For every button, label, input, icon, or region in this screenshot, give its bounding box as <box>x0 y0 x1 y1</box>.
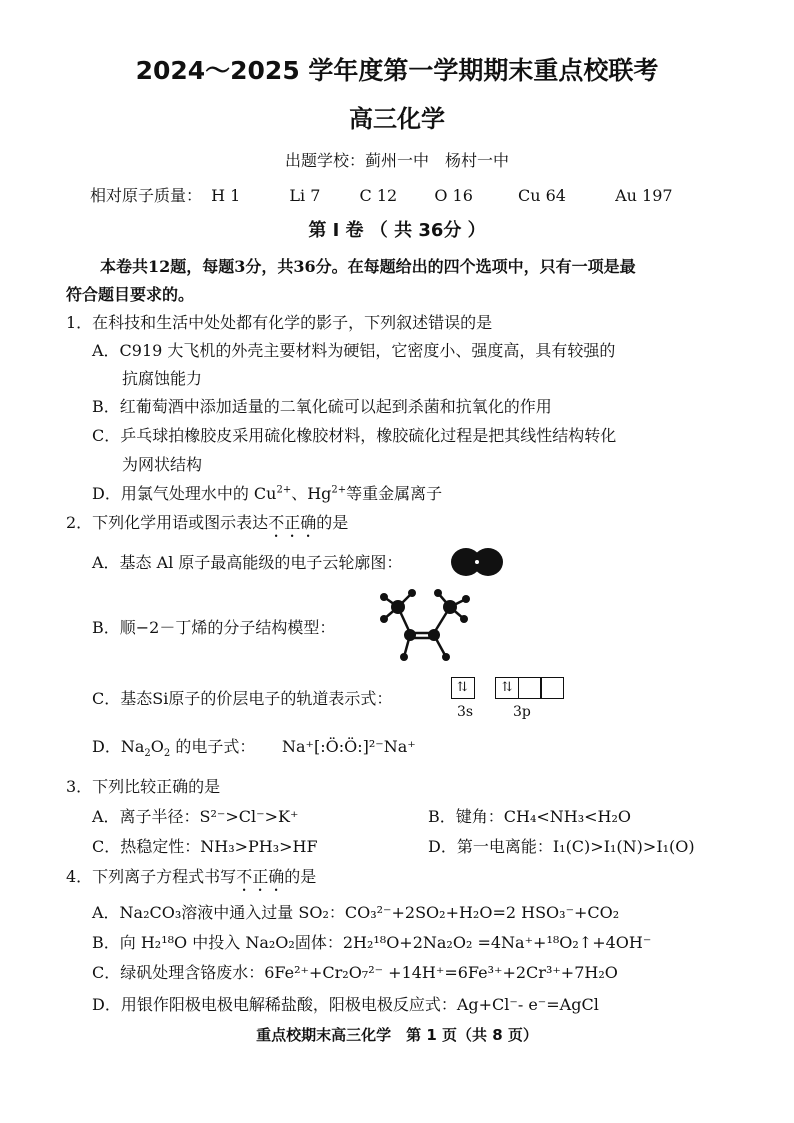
q1-option-b: B．红葡萄酒中添加适量的二氧化硫可以起到杀菌和抗氧化的作用 <box>92 397 552 416</box>
mass-c: C 12 <box>359 186 398 205</box>
schools-line: 出题学校：蓟州一中 杨村一中 <box>284 151 509 170</box>
orbital-3s-box: ⇅ <box>451 677 475 699</box>
q1-option-d: D．用氯气处理水中的 $Cu^{2+}$、$Hg^{2+}$等重金属离子 <box>92 484 443 503</box>
mass-cu: Cu 64 <box>517 186 566 205</box>
q4-option-c: C．绿矾处理含铬废水：6Fe²⁺+Cr₂O₇²⁻ +14H⁺=6Fe³⁺+2Cr³⁺+7H₂O <box>92 963 618 982</box>
instructions-line-1: 本卷共12题，每题3分，共36分。在每题给出的四个选项中，只有一项是最 <box>100 257 636 276</box>
q1-option-c: C．乒乓球拍橡胶皮采用硫化橡胶材料，橡胶硫化过程是把其线性结构转化 <box>92 426 617 445</box>
orbital-3p-box-1: ⇅ <box>495 677 519 699</box>
cis-2-butene-model-icon <box>370 585 490 665</box>
page-footer: 重点校期末高三化学 第 1 页（共 8 页） <box>256 1026 538 1044</box>
mass-au: Au 197 <box>615 186 673 205</box>
q3-stem: 3．下列比较正确的是 <box>66 777 221 796</box>
subject-title: 高三化学 <box>349 105 445 133</box>
q2-stem: 2．下列化学用语或图示表达不正确的是 <box>66 513 349 532</box>
mass-label: 相对原子质量： <box>90 186 203 205</box>
q3-option-c: C．热稳定性：NH₃>PH₃>HF <box>92 837 318 856</box>
p-orbital-lobes-icon <box>450 546 506 578</box>
orbital-3p-box-3 <box>540 677 564 699</box>
q4-option-d: D．用银作阳极电极电解稀盐酸，阳极电极反应式：Ag+Cl⁻- e⁻=AgCl <box>92 995 599 1014</box>
q3-option-d: D．第一电离能：I₁(C)>I₁(N)>I₁(O) <box>428 837 695 856</box>
exam-title: 2024～2025 学年度第一学期期末重点校联考 <box>135 56 659 85</box>
q1-stem: 1．在科技和生活中处处都有化学的影子，下列叙述错误的是 <box>66 313 493 332</box>
q2-option-d: D．$Na_2O_2$ 的电子式： <box>92 737 256 760</box>
orbital-diagram <box>452 677 564 699</box>
mass-o: O 16 <box>434 186 473 205</box>
q1-option-a-cont: 抗腐蚀能力 <box>122 369 203 388</box>
q1-option-a: A．C919 大飞机的外壳主要材料为硬铝，它密度小、强度高，具有较强的 <box>92 341 616 360</box>
mass-h: H 1 <box>211 186 241 205</box>
q2-option-b: B．顺−2－丁烯的分子结构模型： <box>92 618 336 637</box>
q3-option-b: B．键角：CH₄<NH₃<H₂O <box>428 807 632 826</box>
orbital-3p-label: 3p <box>513 704 531 720</box>
q1-option-c-cont: 为网状结构 <box>122 455 203 474</box>
atomic-masses <box>90 185 673 207</box>
orbital-3s-label: 3s <box>457 704 474 720</box>
q2-option-c: C．基态Si原子的价层电子的轨道表示式： <box>92 689 393 708</box>
q4-stem: 4．下列离子方程式书写不正确的是 <box>66 867 317 886</box>
mass-li: Li 7 <box>289 186 321 205</box>
q2-option-a: A．基态 Al 原子最高能级的电子云轮廓图： <box>92 553 403 572</box>
orbital-3p-box-2 <box>518 677 542 699</box>
q4-option-a: A．Na₂CO₃溶液中通入过量 SO₂：CO₃²⁻+2SO₂+H₂O=2 HSO₃⁻+CO₂ <box>92 903 620 922</box>
q3-option-a: A．离子半径：S²⁻>Cl⁻>K⁺ <box>92 807 299 826</box>
instructions-line-2: 符合题目要求的。 <box>66 285 195 304</box>
peroxide-electron-formula: Na⁺[:Ö:Ö:]²⁻Na⁺ <box>282 737 416 756</box>
section-title: 第 I 卷 （ 共 36分 ） <box>308 220 486 241</box>
q4-option-b: B．向 H₂¹⁸O 中投入 Na₂O₂固体：2H₂¹⁸O+2Na₂O₂ =4Na⁺+¹⁸O₂↑+4OH⁻ <box>92 933 652 952</box>
